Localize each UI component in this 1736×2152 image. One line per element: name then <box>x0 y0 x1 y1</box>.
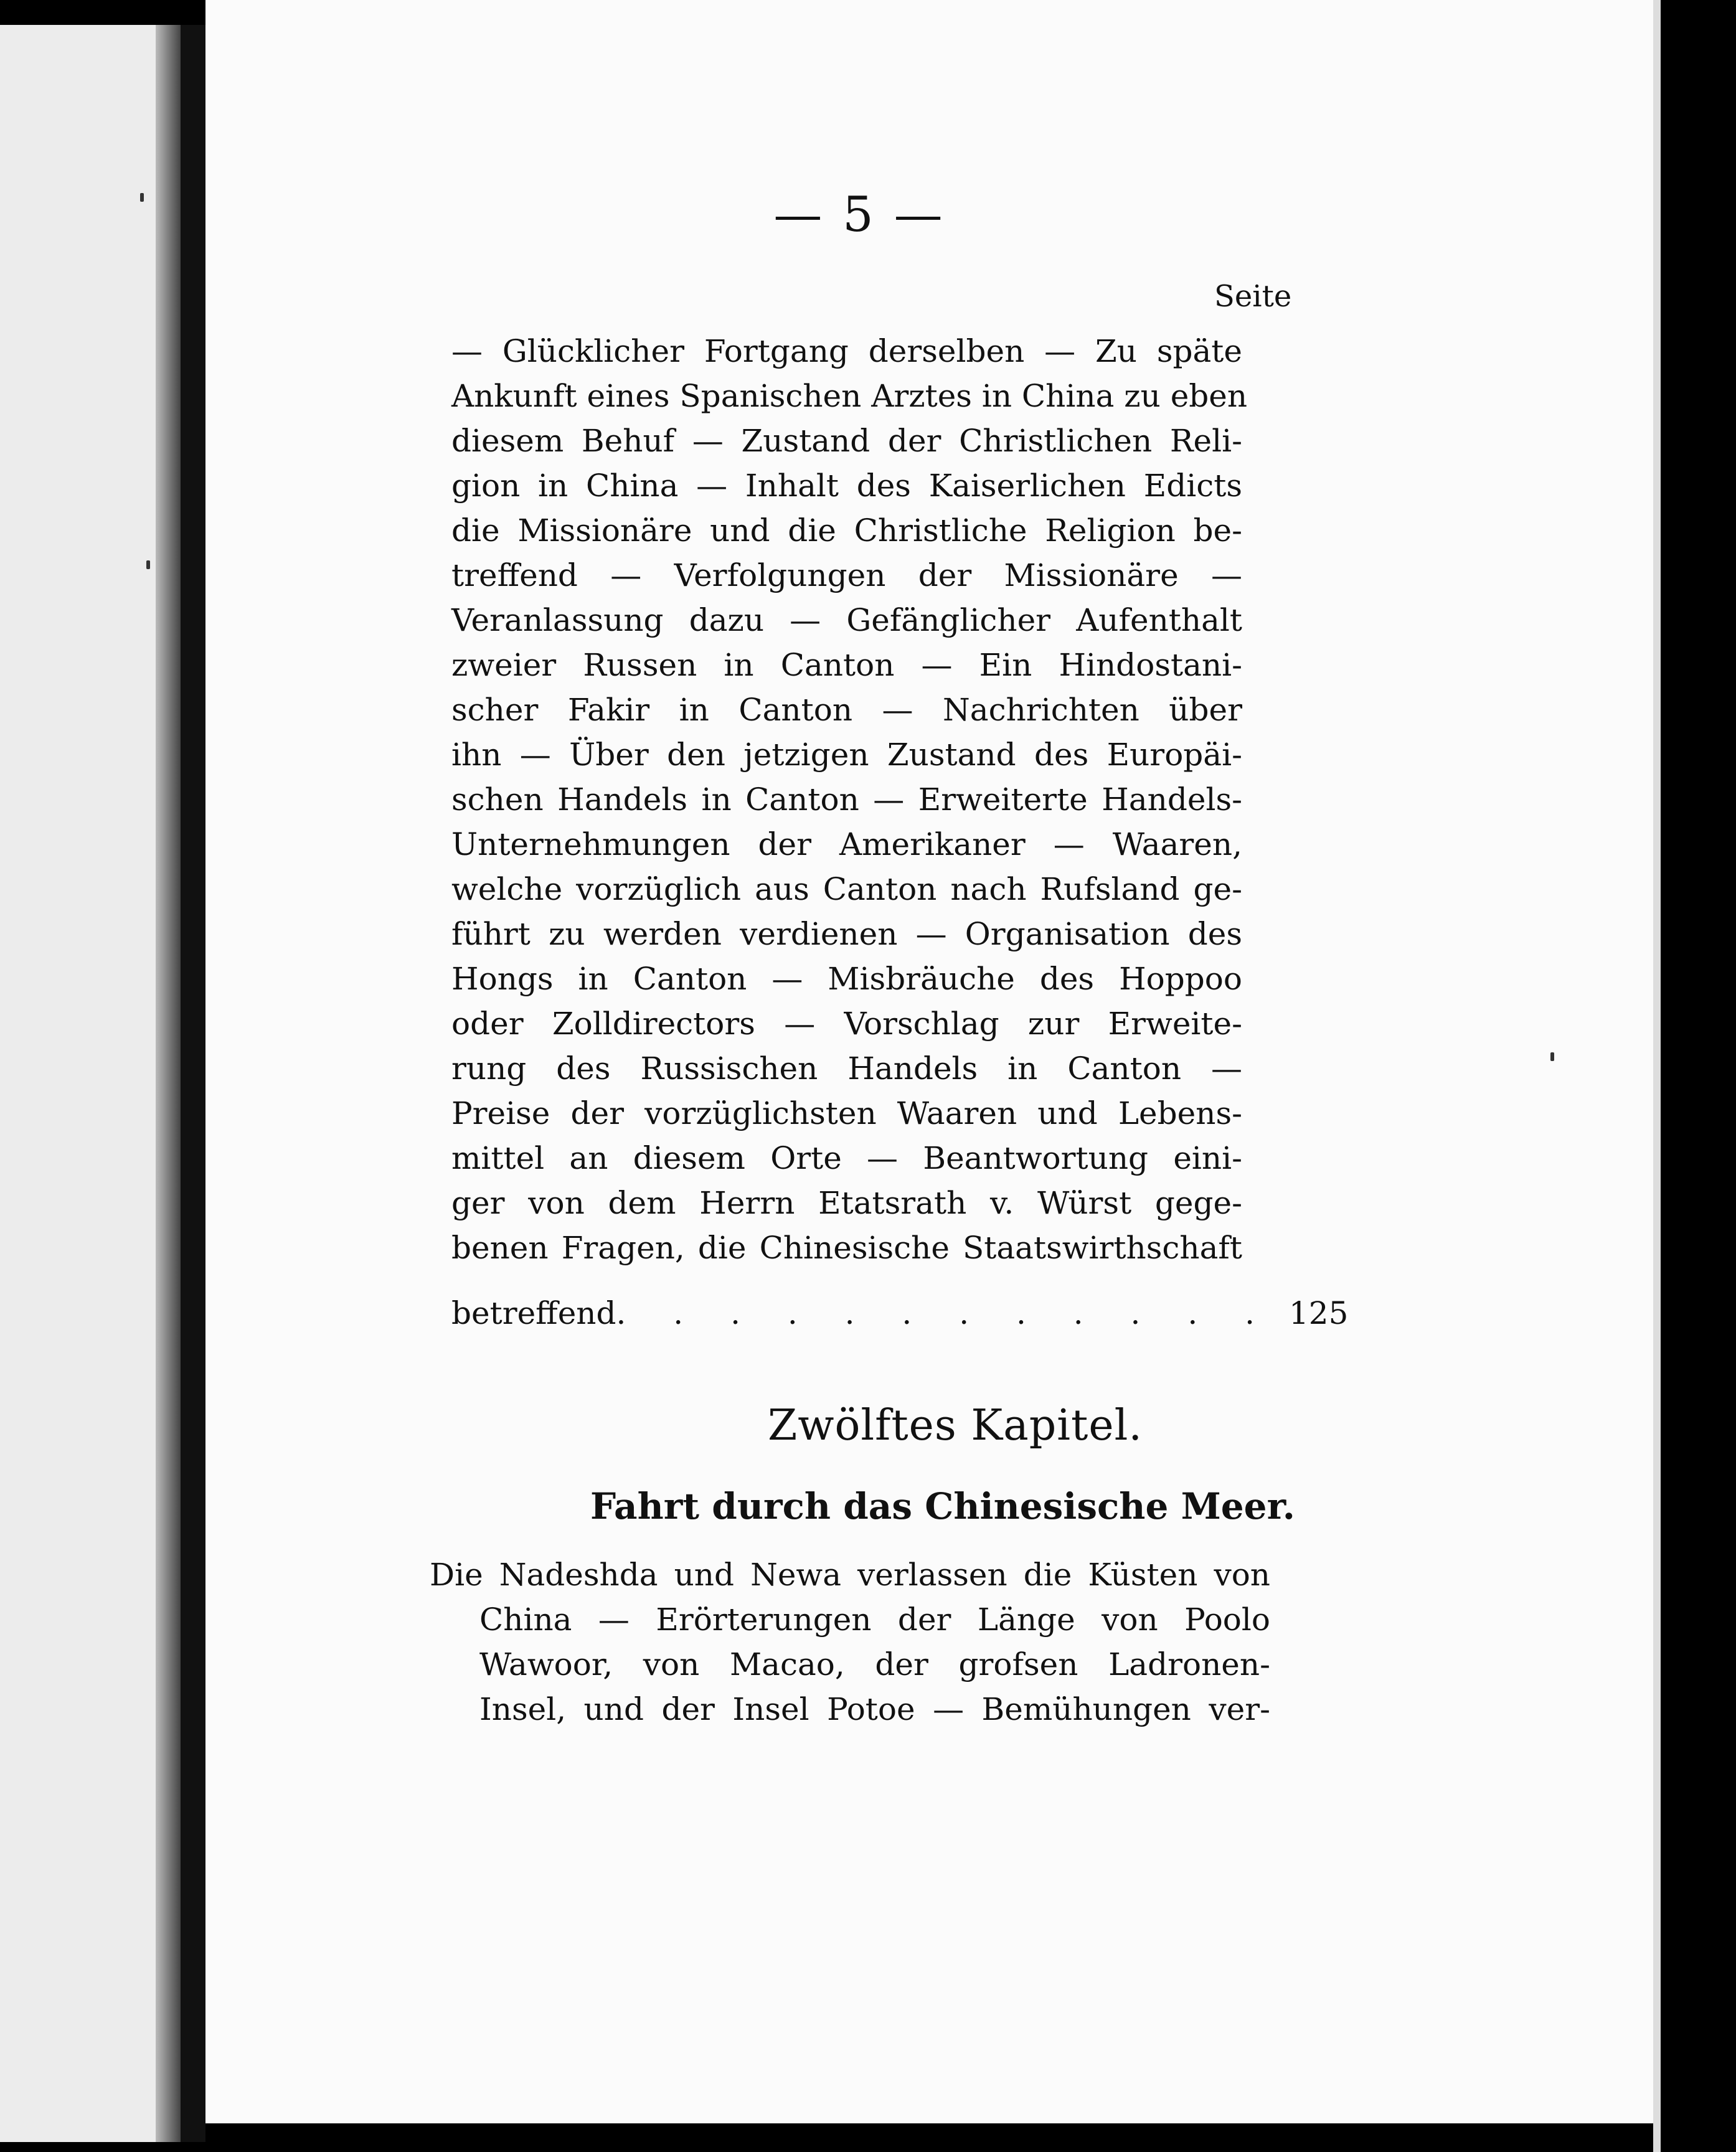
entry-line: oder Zolldirectors — Vorschlag zur Erweite- <box>451 1006 1242 1042</box>
entry-line: treffend — Verfolgungen der Missionäre — <box>451 557 1242 593</box>
entry-line: Unternehmungen der Amerikaner — Waaren, <box>451 826 1242 862</box>
entry-line: benen Fragen, die Chinesische Staatswirthschaft <box>451 1230 1242 1266</box>
entry-page-number: 125 <box>1289 1295 1349 1331</box>
ink-mark <box>146 560 150 569</box>
entry-line: ihn — Über den jetzigen Zustand des Europäi- <box>451 737 1242 773</box>
entry-line: welche vorzüglich aus Canton nach Rufsland ge- <box>451 871 1242 907</box>
entry-line: mittel an diesem Orte — Beantwortung eini- <box>451 1140 1242 1176</box>
entry-line: führt zu werden verdienen — Organisation des <box>451 916 1242 952</box>
entry-line: — Glücklicher Fortgang derselben — Zu späte <box>451 333 1242 369</box>
entry-line: diesem Behuf — Zustand der Christlichen Reli- <box>451 423 1242 459</box>
entry-line: Hongs in Canton — Misbräuche des Hoppoo <box>451 961 1242 997</box>
ink-mark <box>140 193 144 202</box>
page-number: — 5 — <box>773 187 945 243</box>
entry-line: Preise der vorzüglichsten Waaren und Lebens- <box>451 1095 1242 1131</box>
entry-line: scher Fakir in Canton — Nachrichten über <box>451 692 1242 728</box>
chapter-subtitle: Fahrt durch das Chinesische Meer. <box>590 1485 1296 1527</box>
chapter-title: Zwölftes Kapitel. <box>768 1401 1143 1450</box>
ink-mark <box>1550 1052 1554 1061</box>
page-edge <box>1653 0 1736 2152</box>
entry-line: ger von dem Herrn Etatsrath v. Würst gege- <box>451 1185 1242 1221</box>
entry-line: Veranlassung dazu — Gefänglicher Aufenthalt <box>451 602 1242 638</box>
seite-label: Seite <box>1214 279 1292 314</box>
entry-line: schen Handels in Canton — Erweiterte Handels- <box>451 781 1242 818</box>
entry-line: Insel, und der Insel Potoe — Bemühungen ver- <box>479 1691 1270 1727</box>
entry-line: Wawoor, von Macao, der grofsen Ladronen- <box>479 1646 1270 1682</box>
entry-line: die Missionäre und die Christliche Religion be- <box>451 512 1242 549</box>
entry-line: China — Erörterungen der Länge von Poolo <box>479 1602 1270 1638</box>
entry-line: gion in China — Inhalt des Kaiserlichen Edicts <box>451 468 1242 504</box>
entry-line: rung des Russischen Handels in Canton — <box>451 1050 1242 1087</box>
entry-line: Ankunft eines Spanischen Arztes in China zu eben <box>451 378 1248 414</box>
entry-line: zweier Russen in Canton — Ein Hindostani- <box>451 647 1242 683</box>
book-gutter <box>181 25 205 2142</box>
entry-line: betreffend. . . . . . . . . . . . <box>451 1295 1255 1331</box>
left-page <box>0 25 181 2142</box>
entry-line: Die Nadeshda und Newa verlassen die Küsten von <box>430 1557 1270 1593</box>
